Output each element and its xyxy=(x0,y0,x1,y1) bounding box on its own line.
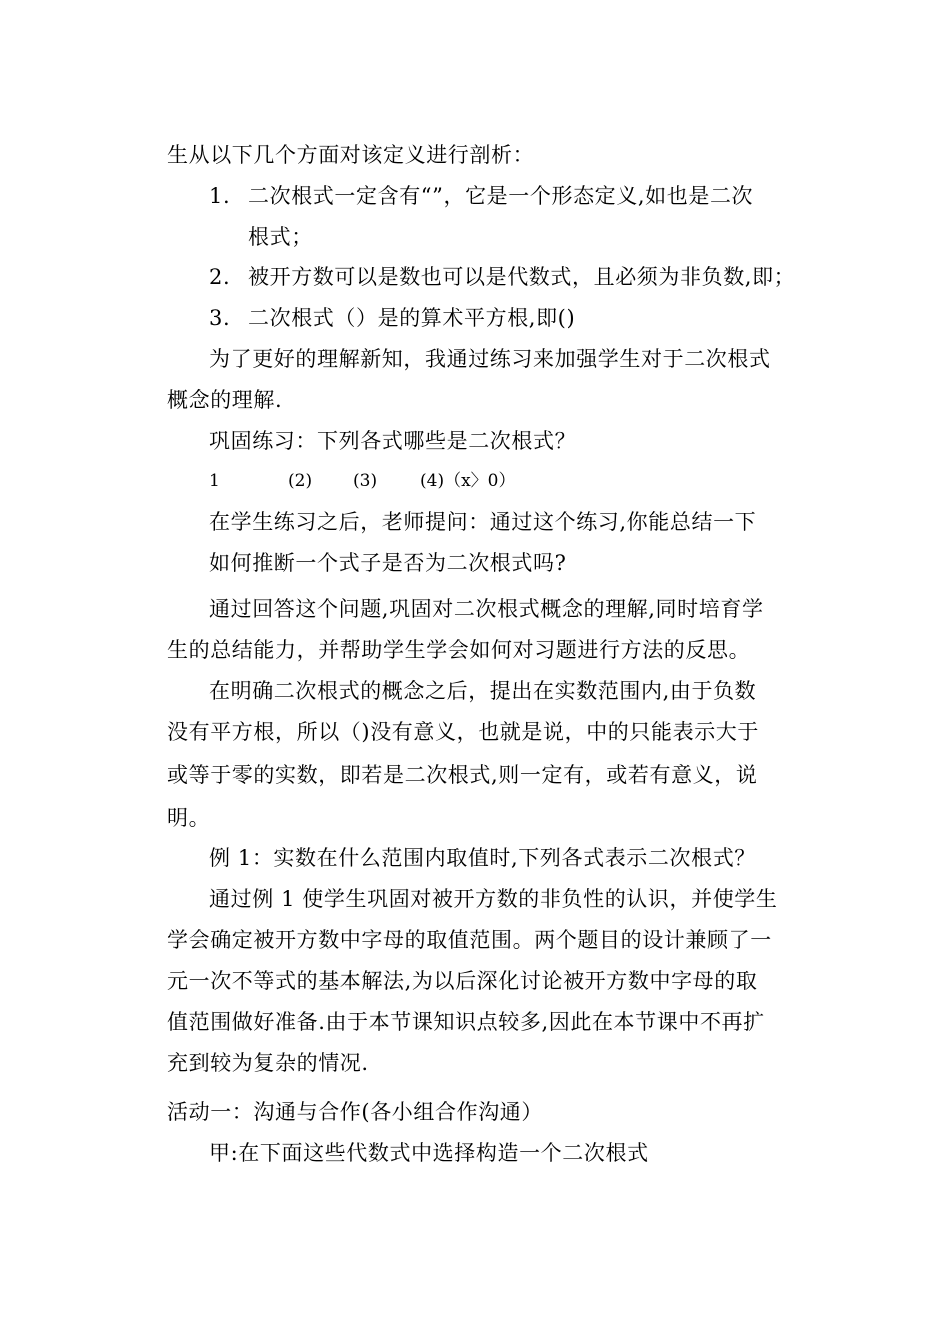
paragraph-line: 通过例 1 使学生巩固对被开方数的非负性的认识，并使学生 xyxy=(209,887,778,911)
paragraph-line: 在明确二次根式的概念之后，提出在实数范围内,由于负数 xyxy=(209,679,757,703)
paragraph-line: 为了更好的理解新知，我通过练习来加强学生对于二次根式 xyxy=(209,347,771,371)
paragraph-line: 概念的理解. xyxy=(167,388,283,412)
section-heading: 活动一：沟通与合作(各小组合作沟通） xyxy=(167,1100,543,1124)
list-item-text: 二次根式一定含有“”，它是一个形态定义,如也是二次 xyxy=(248,184,754,208)
paragraph-line: 明。 xyxy=(167,806,211,830)
exercise-item: (3) xyxy=(353,471,378,491)
exercise-item: (2) xyxy=(288,471,313,491)
list-item-text: 根式； xyxy=(248,225,313,249)
list-item-text: 被开方数可以是数也可以是代数式，且必须为非负数,即； xyxy=(248,265,796,289)
list-number: 2. xyxy=(209,265,231,289)
paragraph-line: 充到较为复杂的情况. xyxy=(167,1051,369,1075)
list-number: 1. xyxy=(209,184,231,208)
list-number: 3. xyxy=(209,306,231,330)
paragraph-line: 生从以下几个方面对该定义进行剖析： xyxy=(167,143,535,167)
paragraph-line: 甲:在下面这些代数式中选择构造一个二次根式 xyxy=(209,1141,649,1165)
paragraph-line: 巩固练习：下列各式哪些是二次根式？ xyxy=(209,429,577,453)
paragraph-line: 元一次不等式的基本解法,为以后深化讨论被开方数中字母的取 xyxy=(167,969,758,993)
paragraph-line: 值范围做好准备.由于本节课知识点较多,因此在本节课中不再扩 xyxy=(167,1010,765,1034)
exercise-item: 1 xyxy=(209,471,220,491)
paragraph-line: 例 1：实数在什么范围内取值时,下列各式表示二次根式？ xyxy=(209,846,756,870)
list-item-text: 二次根式（）是的算术平方根,即() xyxy=(248,306,576,330)
paragraph-line: 生的总结能力，并帮助学生学会如何对习题进行方法的反思。 xyxy=(167,638,751,662)
paragraph-line: 学会确定被开方数中字母的取值范围。两个题目的设计兼顾了一 xyxy=(167,928,772,952)
paragraph-line: 通过回答这个问题,巩固对二次根式概念的理解,同时培育学 xyxy=(209,597,764,621)
paragraph-line: 或等于零的实数，即若是二次根式,则一定有，或若有意义，说 xyxy=(167,763,758,787)
paragraph-line: 没有平方根，所以（)没有意义，也就是说，中的只能表示大于 xyxy=(167,720,759,744)
paragraph-line: 如何推断一个式子是否为二次根式吗? xyxy=(209,551,567,575)
exercise-item: (4)（x〉0） xyxy=(420,471,516,491)
paragraph-line: 在学生练习之后，老师提问：通过这个练习,你能总结一下 xyxy=(209,510,757,534)
